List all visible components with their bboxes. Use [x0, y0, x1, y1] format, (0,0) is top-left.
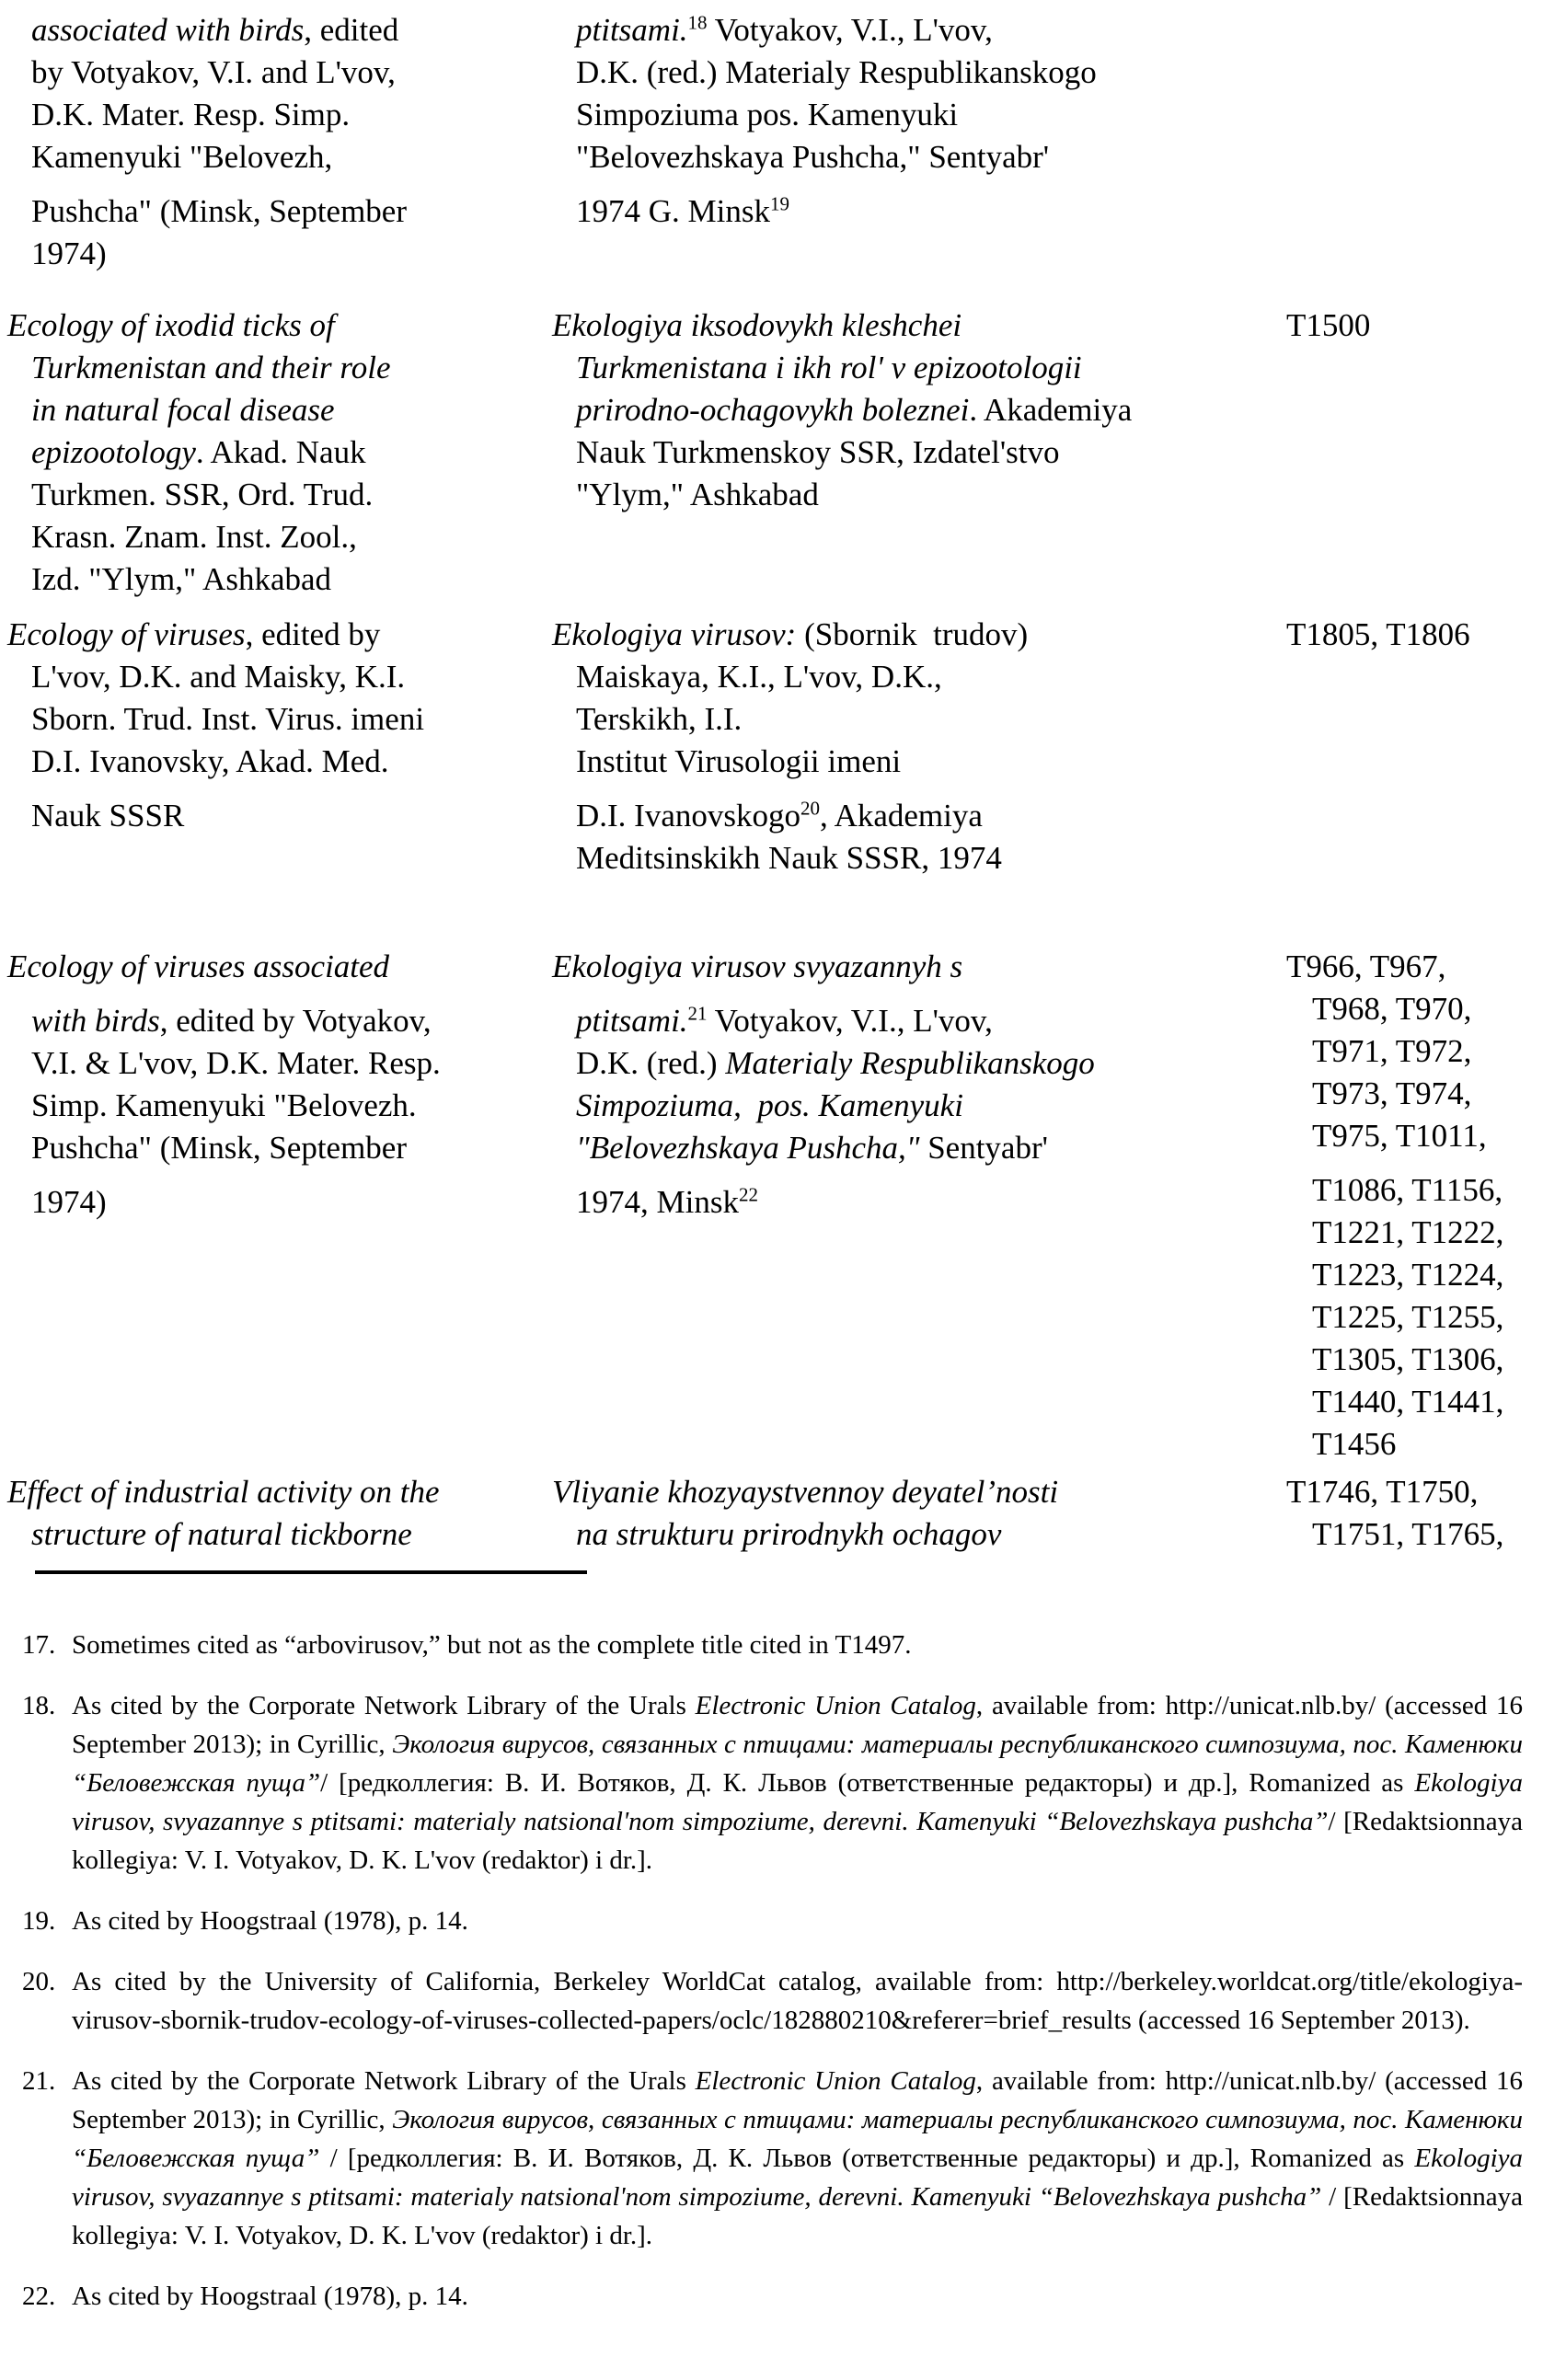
citation-line — [552, 1181, 1286, 1224]
citation-line — [7, 795, 552, 837]
citation-line — [7, 614, 552, 656]
romanized-citation — [552, 9, 1286, 233]
citation-line — [552, 1471, 1286, 1513]
text-segment: Ekologiya virusov: — [552, 616, 797, 652]
romanized-citation — [552, 946, 1286, 1224]
citation-table — [7, 9, 1523, 1556]
text-segment: Vliyanie khozyaystvennoy deyatel’nosti — [552, 1474, 1059, 1510]
citation-line — [552, 305, 1286, 347]
citation-line — [1286, 1339, 1523, 1381]
text-segment: / [редколлегия: В. И. Вотяков, Д. К. Львов (ответственные редакторы) и др.], Romanized as — [319, 2144, 1415, 2173]
citation-line — [1286, 1513, 1523, 1556]
text-segment: ptitsami. — [576, 1003, 688, 1039]
text-segment: D.K. (red.) — [576, 1045, 726, 1081]
citation-row-ecology-of-viruses-associated-with-birds — [7, 946, 1523, 1466]
text-segment: Sometimes cited as “arbovirusov,” but not as the complete title cited in T1497. — [72, 1630, 912, 1660]
citation-line — [7, 1127, 552, 1169]
citation-line — [7, 347, 552, 389]
footnote-20 — [7, 1962, 1523, 2040]
text-segment: Turkmenistan and their role — [31, 350, 391, 385]
text-segment: T1805, T1806 — [1286, 616, 1470, 652]
citation-line — [7, 1471, 552, 1513]
text-segment: Sborn. Trud. Inst. Virus. imeni — [31, 701, 425, 737]
text-segment: structure of natural tickborne — [31, 1516, 412, 1552]
footnote-text — [72, 1967, 1523, 2035]
text-segment: epizootology — [31, 434, 196, 470]
text-segment: associated with birds — [31, 12, 305, 48]
citation-line — [552, 1085, 1286, 1127]
citation-line — [7, 431, 552, 474]
citation-line — [1286, 988, 1523, 1030]
citation-line — [552, 795, 1286, 837]
citation-line — [7, 1042, 552, 1085]
text-segment: Pushcha" (Minsk, September — [31, 1130, 407, 1166]
text-segment: As cited by Hoogstraal (1978), p. 14. — [72, 1906, 468, 1936]
english-citation — [7, 305, 552, 601]
citation-line — [7, 190, 552, 233]
citation-line — [1286, 1381, 1523, 1423]
text-segment: Electronic Union Catalog — [695, 1691, 976, 1720]
english-citation — [7, 946, 552, 1224]
footnote-text — [72, 2282, 468, 2311]
citation-line — [7, 9, 552, 52]
footnote-number: 20. — [22, 1967, 56, 1996]
citation-line — [1286, 614, 1523, 656]
text-segment: T1456 — [1312, 1426, 1397, 1462]
text-segment: Ecology of viruses associated — [7, 949, 390, 984]
text-segment: Экология вирусов, связанных с птицами: материалы республиканского симпозиума, пос. Каменюки “Беловежская пуща” — [72, 1730, 1523, 1798]
citation-line — [7, 1181, 552, 1224]
citation-row-ecology-of-viruses — [7, 614, 1523, 880]
text-segment: by Votyakov, V.I. and L'vov, — [31, 54, 396, 90]
text-segment: T975, T1011, — [1312, 1118, 1487, 1154]
citation-line — [1286, 1169, 1523, 1212]
text-segment: As cited by the Corporate Network Library of the Urals — [72, 2066, 696, 2096]
text-segment: Meditsinskikh Nauk SSSR, 1974 — [576, 840, 1002, 876]
text-segment: Simpoziuma pos. Kamenyuki — [576, 97, 959, 132]
text-segment: Turkmenistana i ikh rol' v epizootologii — [576, 350, 1082, 385]
citation-line — [552, 1127, 1286, 1169]
text-segment: Sentyabr' — [919, 1130, 1048, 1166]
footnote-text — [72, 1691, 1523, 1875]
citation-line — [7, 305, 552, 347]
citation-line — [7, 698, 552, 741]
text-segment: , available from: http://unicat.nlb.by/ (accessed 16 September 2013); in Cyrillic, — [72, 1691, 1524, 1759]
text-segment: Ekologiya virusov, svyazannye s ptitsami: materialy natsional'nom simpoziume, derevni. Kamenyuki “Belovezhskaya pushcha” — [72, 2144, 1523, 2212]
text-segment: 1974) — [31, 1184, 107, 1220]
citation-line — [7, 1085, 552, 1127]
footnote-number: 17. — [22, 1630, 56, 1660]
text-segment: T1223, T1224, — [1312, 1257, 1504, 1293]
tnumber-refs — [1286, 614, 1523, 656]
citation-line — [552, 698, 1286, 741]
text-segment: Ekologiya iksodovykh kleshchei — [552, 307, 962, 343]
footnote-reference-superscript: 22 — [738, 1183, 758, 1206]
citation-line — [1286, 1254, 1523, 1296]
text-segment: Экология вирусов, связанных с птицами: материалы республиканского симпозиума, пос. Каменюки “Беловежская пуща” — [72, 2105, 1523, 2173]
text-segment: 1974) — [31, 236, 107, 271]
text-segment: / [Redaktsionnaya kollegiya: V. I. Votyakov, D. K. L'vov (redaktor) i dr.]. — [72, 2182, 1523, 2250]
citation-line — [552, 190, 1286, 233]
citation-line — [552, 1513, 1286, 1556]
text-segment: Maiskaya, K.I., L'vov, D.K., — [576, 659, 942, 695]
citation-line — [1286, 305, 1523, 347]
english-citation — [7, 1471, 552, 1556]
tnumber-refs — [1286, 1471, 1523, 1556]
citation-line — [7, 946, 552, 988]
citation-line — [7, 1513, 552, 1556]
text-segment: Nauk SSSR — [31, 798, 185, 834]
citation-line — [552, 347, 1286, 389]
footnote-separator-rule — [35, 1570, 587, 1574]
english-citation — [7, 9, 552, 275]
citation-row-ecology-of-viruses-associated-with-birds-continued — [7, 9, 1523, 275]
citation-line — [552, 656, 1286, 698]
citation-line — [1286, 1212, 1523, 1254]
text-segment: T971, T972, — [1312, 1033, 1472, 1069]
citation-line — [552, 741, 1286, 783]
citation-line — [7, 52, 552, 94]
text-segment: / [Redaktsionnaya kollegiya: V. I. Votyakov, D. K. L'vov (redaktor) i dr.]. — [72, 1807, 1523, 1875]
citation-line — [7, 233, 552, 275]
text-segment: Terskikh, I.I. — [576, 701, 743, 737]
footnote-text — [72, 1630, 911, 1660]
text-segment: L'vov, D.K. and Maisky, K.I. — [31, 659, 406, 695]
citation-line — [1286, 1030, 1523, 1073]
citation-line — [552, 136, 1286, 178]
text-segment: T1225, T1255, — [1312, 1299, 1504, 1335]
text-segment: T1086, T1156, — [1312, 1172, 1503, 1208]
citation-row-effect-of-industrial-activity — [7, 1471, 1523, 1556]
citation-line — [552, 94, 1286, 136]
text-segment: T1746, T1750, — [1286, 1474, 1479, 1510]
citation-line — [552, 614, 1286, 656]
text-segment: prirodno-ochagovykh boleznei — [576, 392, 970, 428]
text-segment: D.K. (red.) Materialy Respublikanskogo — [576, 54, 1097, 90]
text-segment: , edited by Votyakov, — [159, 1003, 432, 1039]
text-segment: T973, T974, — [1312, 1075, 1472, 1111]
citation-line — [1286, 1296, 1523, 1339]
text-segment: Institut Virusologii imeni — [576, 743, 902, 779]
text-segment: Krasn. Znam. Inst. Zool., — [31, 519, 357, 555]
footnote-17 — [7, 1626, 1523, 1664]
tnumber-refs — [1286, 9, 1523, 10]
citation-line — [7, 656, 552, 698]
text-segment: T1440, T1441, — [1312, 1384, 1504, 1420]
text-segment: Ecology of viruses — [7, 616, 246, 652]
citation-line — [552, 1000, 1286, 1042]
text-segment: , edited — [304, 12, 399, 48]
tnumber-refs — [1286, 305, 1523, 347]
footnote-18 — [7, 1686, 1523, 1880]
citation-line — [1286, 1423, 1523, 1466]
text-segment: Simpoziuma, pos. Kamenyuki — [576, 1087, 963, 1123]
romanized-citation — [552, 614, 1286, 880]
citation-line — [552, 474, 1286, 516]
footnote-reference-superscript: 21 — [687, 1002, 708, 1025]
text-segment: , edited by — [245, 616, 381, 652]
footnote-number: 19. — [22, 1906, 56, 1936]
citation-line — [552, 389, 1286, 431]
footnote-number: 22. — [22, 2282, 56, 2311]
text-segment: D.I. Ivanovsky, Akad. Med. — [31, 743, 389, 779]
romanized-citation — [552, 1471, 1286, 1556]
citation-line — [7, 474, 552, 516]
text-segment: T1751, T1765, — [1312, 1516, 1504, 1552]
citation-line — [7, 516, 552, 558]
text-segment: T966, T967, — [1286, 949, 1446, 984]
text-segment: "Ylym," Ashkabad — [576, 477, 819, 512]
text-segment: na strukturu prirodnykh ochagov — [576, 1516, 1002, 1552]
text-segment: ptitsami. — [576, 12, 688, 48]
text-segment: D.K. Mater. Resp. Simp. — [31, 97, 351, 132]
footnote-reference-superscript: 19 — [770, 192, 789, 215]
text-segment: / [редколлегия: В. И. Вотяков, Д. К. Львов (ответственные редакторы) и др.], Romanized as — [320, 1768, 1415, 1798]
text-segment: T968, T970, — [1312, 991, 1472, 1027]
text-segment: Nauk Turkmenskoy SSR, Izdatel'stvo — [576, 434, 1060, 470]
footnote-reference-superscript: 20 — [800, 797, 820, 820]
footnote-21 — [7, 2062, 1523, 2255]
text-segment: V.I. & L'vov, D.K. Mater. Resp. — [31, 1045, 441, 1081]
text-segment: T1500 — [1286, 307, 1371, 343]
text-segment: Effect of industrial activity on the — [7, 1474, 440, 1510]
text-segment: "Belovezhskaya Pushcha," Sentyabr' — [576, 139, 1050, 175]
text-segment: As cited by the Corporate Network Library of the Urals — [72, 1691, 696, 1720]
text-segment: Ekologiya virusov svyazannyh s — [552, 949, 963, 984]
text-segment: D.I. Ivanovskogo — [576, 798, 800, 834]
text-segment: . Akademiya — [969, 392, 1133, 428]
citation-line — [552, 9, 1286, 52]
text-segment: Simp. Kamenyuki "Belovezh. — [31, 1087, 417, 1123]
text-segment: As cited by the University of California, Berkeley WorldCat catalog, available from: http://berkeley.worldcat.org/title/ekologiya-virusov-sbornik-trudov-ecology-of-viruses-collected-papers/oclc/182880210&referer=brief_results (accessed 16 September 2013). — [72, 1967, 1523, 2035]
citation-line — [7, 389, 552, 431]
text-segment: Ekologiya virusov, svyazannye s ptitsami: materialy natsional'nom simpoziume, derevni. Kamenyuki “Belovezhskaya pushcha” — [72, 1768, 1523, 1836]
citation-line — [1286, 1073, 1523, 1115]
romanized-citation — [552, 305, 1286, 516]
text-segment: Turkmen. SSR, Ord. Trud. — [31, 477, 374, 512]
text-segment: in natural focal disease — [31, 392, 335, 428]
text-segment: 1974 G. Minsk — [576, 193, 770, 229]
footnote-number: 21. — [22, 2066, 56, 2096]
footnote-number: 18. — [22, 1691, 56, 1720]
text-segment: Kamenyuki "Belovezh, — [31, 139, 333, 175]
citation-line — [1286, 1471, 1523, 1513]
citation-line — [552, 1042, 1286, 1085]
text-segment: T1305, T1306, — [1312, 1341, 1504, 1377]
text-segment: "Belovezhskaya Pushcha," — [576, 1130, 920, 1166]
text-segment: As cited by Hoogstraal (1978), p. 14. — [72, 2282, 468, 2311]
citation-line — [552, 52, 1286, 94]
text-segment: , Akademiya — [820, 798, 983, 834]
citation-line — [552, 431, 1286, 474]
text-segment: . Akad. Nauk — [195, 434, 366, 470]
citation-row-ecology-of-ixodid-ticks-of-turkmenistan — [7, 305, 1523, 601]
text-segment: T1221, T1222, — [1312, 1214, 1504, 1250]
footnote-reference-superscript: 18 — [687, 11, 708, 34]
text-segment: 1974, Minsk — [576, 1184, 739, 1220]
citation-line — [7, 94, 552, 136]
citation-line — [7, 136, 552, 178]
text-segment: Electronic Union Catalog — [695, 2066, 976, 2096]
text-segment: Votyakov, V.I., L'vov, — [707, 1003, 993, 1039]
tnumber-refs — [1286, 946, 1523, 1466]
english-citation — [7, 614, 552, 837]
citation-line — [7, 741, 552, 783]
text-segment: Ecology of ixodid ticks of — [7, 307, 335, 343]
text-segment: Materialy Respublikanskogo — [725, 1045, 1095, 1081]
text-segment: Votyakov, V.I., L'vov, — [707, 12, 993, 48]
citation-line — [7, 1000, 552, 1042]
text-segment: with birds — [31, 1003, 160, 1039]
citation-line — [1286, 1115, 1523, 1157]
citation-line — [7, 558, 552, 601]
citation-line — [1286, 946, 1523, 988]
footnote-22 — [7, 2277, 1523, 2316]
citation-line — [552, 946, 1286, 988]
text-segment: Pushcha" (Minsk, September — [31, 193, 407, 229]
footnote-text — [72, 2066, 1523, 2250]
text-segment: Izd. "Ylym," Ashkabad — [31, 561, 332, 597]
text-segment: , available from: http://unicat.nlb.by/ (accessed 16 September 2013); in Cyrillic, — [72, 2066, 1524, 2134]
footnotes-section — [7, 1626, 1523, 2316]
footnote-19 — [7, 1902, 1523, 1940]
text-segment: (Sbornik trudov) — [796, 616, 1029, 652]
footnote-text — [72, 1906, 468, 1936]
citation-line — [552, 837, 1286, 880]
